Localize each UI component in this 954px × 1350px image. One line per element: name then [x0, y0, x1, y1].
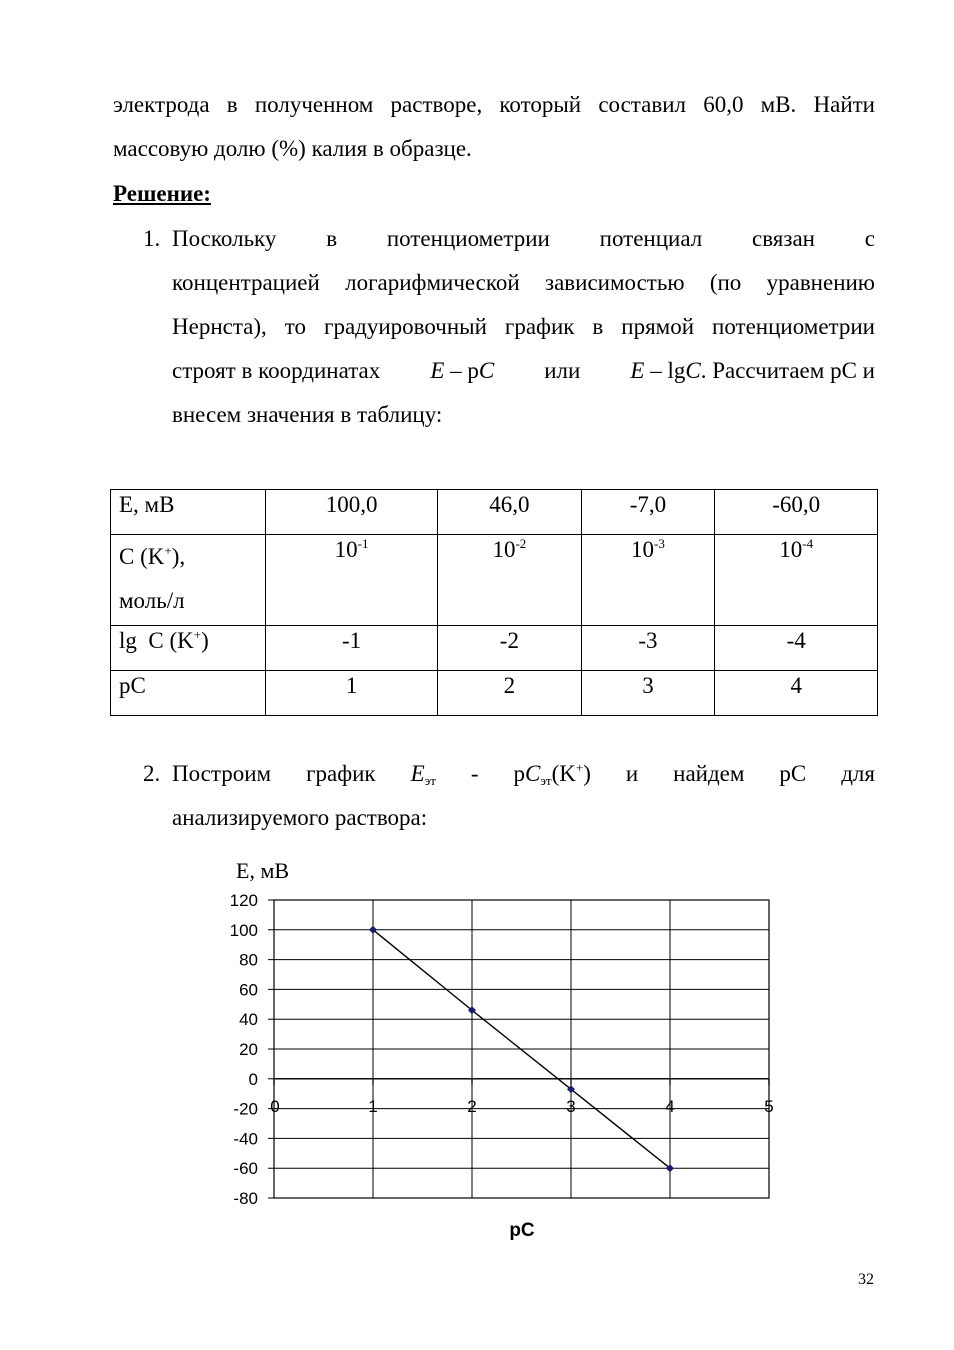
x-tick-label: 5: [764, 1096, 774, 1116]
cell-base: 10: [631, 537, 655, 562]
label-part: ),: [171, 544, 186, 569]
word: график: [306, 761, 376, 786]
table-cell: 4: [715, 671, 878, 716]
symbol-c-1: C: [478, 358, 495, 383]
x-tick-label: 4: [665, 1096, 675, 1116]
y-tick-label: -40: [233, 1129, 258, 1149]
x-axis-label: pC: [509, 1220, 535, 1241]
solution-heading: Решение:: [113, 181, 211, 206]
cell-exp: -3: [654, 536, 665, 551]
label-sup: +: [193, 627, 202, 642]
symbol-e-2: E: [630, 358, 645, 383]
step-1-line-2: концентрацией логарифмической зависимостью (по уравнению: [172, 270, 875, 295]
word: для: [841, 761, 875, 786]
cell-exp: -1: [357, 536, 369, 551]
symbol-k: (K: [551, 761, 576, 786]
y-axis-label: E, мВ: [236, 858, 290, 883]
table-cell: -7,0: [581, 490, 715, 535]
intro-line-2: массовую долю (%) калия в образце.: [113, 136, 472, 161]
y-tick-label: 40: [239, 1010, 258, 1030]
word: найдем: [673, 761, 745, 786]
table-cell: -3: [581, 626, 715, 671]
cell-exp: -2: [515, 536, 527, 551]
y-tick-label: 0: [248, 1069, 258, 1089]
step-2-number: 2.: [143, 761, 161, 786]
table-cell: 3: [581, 671, 715, 716]
word: и: [625, 761, 639, 786]
symbol-sub: эт: [424, 773, 436, 788]
cell-exp: -4: [802, 536, 814, 551]
step-1-line-4-e: . Рассчитаем pC и: [700, 358, 875, 383]
label-unit: моль/л: [119, 588, 185, 613]
page-number: 32: [858, 1271, 874, 1288]
cell-base: 10: [779, 537, 803, 562]
x-tick-label: 2: [467, 1096, 477, 1116]
word: Построим: [172, 761, 272, 786]
table-cell: -2: [438, 626, 581, 671]
label-part: lg C (K: [119, 628, 194, 653]
step-1-line-3: Нернста), то градуировочный график в прямой потенциометрии: [172, 314, 875, 339]
step-1-line-4-b: – p: [444, 358, 479, 383]
step-2-line-2: анализируемого раствора:: [172, 805, 428, 830]
table-cell: -4: [715, 626, 878, 671]
intro-line-1: электрода в полученном растворе, который составил 60,0 мВ. Найти: [113, 92, 875, 117]
table-label-e: E, мВ: [111, 490, 266, 535]
word: pC: [779, 761, 807, 786]
symbol-c-2: C: [685, 358, 701, 383]
table-label-pc: pC: [111, 671, 266, 716]
step-1-line-5: внесем значения в таблицу:: [172, 402, 443, 427]
cell-base: 10: [334, 537, 358, 562]
label-part: ): [201, 628, 209, 653]
step-1-line-4-d: – lg: [644, 358, 686, 383]
symbol-e: E: [410, 761, 425, 786]
y-tick-label: 120: [229, 891, 258, 910]
x-tick-label: 1: [368, 1096, 378, 1116]
step-1-number: 1.: [143, 226, 161, 251]
y-tick-label: -80: [233, 1189, 258, 1208]
table-cell: 100,0: [266, 490, 438, 535]
symbol-sub: эт: [540, 773, 552, 788]
y-tick-label: 80: [239, 950, 258, 970]
label-part: C (K: [119, 544, 165, 569]
y-tick-label: -60: [233, 1159, 258, 1179]
dash: -: [470, 761, 479, 786]
symbol-e-1: E: [430, 358, 445, 383]
y-tick-label: -20: [233, 1099, 258, 1119]
table-cell: 1: [266, 671, 438, 716]
step-1-line-1: Поскольку в потенциометрии потенциал связан с: [172, 226, 875, 251]
cell-base: 10: [492, 537, 516, 562]
table-cell: -1: [266, 626, 438, 671]
y-tick-label: 20: [239, 1040, 258, 1059]
symbol-c: C: [525, 761, 541, 786]
y-tick-label: 100: [229, 920, 258, 940]
step-1-line-4-c: или: [544, 358, 581, 383]
symbol-p: p: [513, 761, 525, 786]
table-cell: 46,0: [438, 490, 581, 535]
step-1-line-4-a: строят в координатах: [172, 358, 381, 383]
symbol-k-close: ): [583, 761, 591, 786]
y-tick-label: 60: [239, 980, 258, 1000]
table-cell: 2: [438, 671, 581, 716]
x-tick-label: 0: [270, 1096, 280, 1116]
symbol-sup: +: [575, 760, 584, 775]
table-cell: -60,0: [715, 490, 878, 535]
label-sup: +: [164, 543, 172, 558]
x-tick-label: 3: [566, 1096, 576, 1116]
